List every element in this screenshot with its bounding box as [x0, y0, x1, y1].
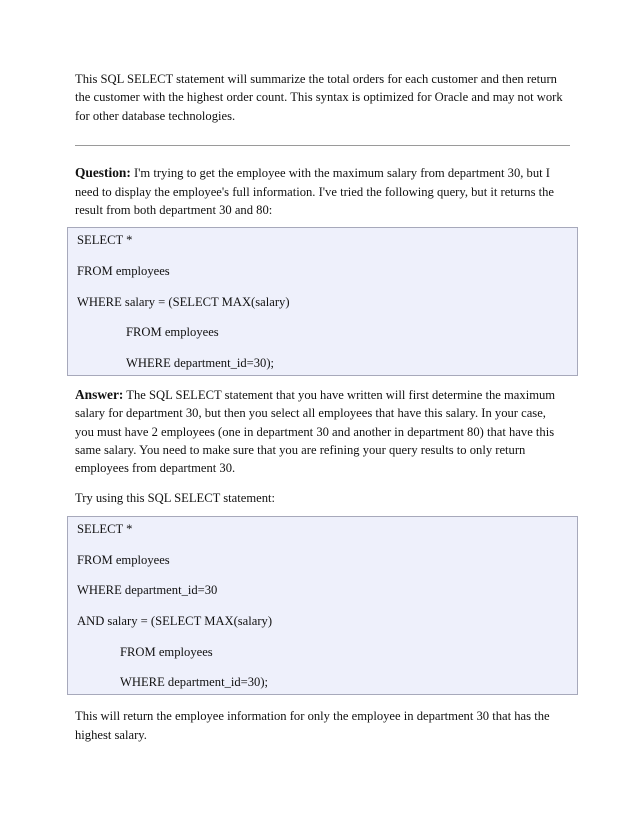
- answer-line: you must have 2 employees (one in department 30 and another in department 80) that have this: [75, 424, 555, 439]
- code-line: WHERE department_id=30: [77, 583, 218, 598]
- code-line: FROM employees: [77, 552, 170, 567]
- code-line: FROM employees: [120, 644, 213, 659]
- question-paragraph: [75, 164, 570, 219]
- question-line: result from both department 30 and 80:: [75, 203, 273, 218]
- answer-paragraph: [75, 386, 570, 478]
- code-line: SELECT *: [77, 522, 133, 537]
- code-line: SELECT *: [77, 233, 133, 248]
- code-block-question: [67, 227, 578, 375]
- closing-line: highest salary.: [75, 727, 147, 742]
- intro-line: the customer with the highest order count. This syntax is optimized for Oracle and may not work: [75, 90, 563, 105]
- code-line: FROM employees: [126, 325, 219, 340]
- code-line: AND salary = (SELECT MAX(salary): [77, 614, 273, 629]
- code-line: FROM employees: [77, 264, 170, 279]
- code-block-answer: [67, 516, 578, 695]
- try-statement-text: Try using this SQL SELECT statement:: [75, 490, 275, 505]
- intro-line: This SQL SELECT statement will summarize the total orders for each customer and then return: [75, 72, 557, 86]
- intro-paragraph: [75, 70, 570, 125]
- document-page: [75, 70, 570, 744]
- question-line: need to display the employee's full information. I've tried the following query, but it returns the: [75, 184, 555, 199]
- question-line: I'm trying to get the employee with the maximum salary from department 30, but I: [130, 166, 550, 181]
- code-line: WHERE department_id=30);: [126, 355, 275, 370]
- answer-line: employees from department 30.: [75, 461, 236, 476]
- answer-label: Answer:: [75, 386, 124, 402]
- intro-line: for other database technologies.: [75, 108, 236, 123]
- answer-line: same salary. You need to make sure that you are refining your query results to only return: [75, 443, 526, 458]
- section-divider: [75, 145, 570, 146]
- closing-paragraph: [75, 707, 570, 744]
- answer-line: salary for department 30, but then you select all employees that have this salary. In your case,: [75, 406, 546, 421]
- closing-line: This will return the employee information for only the employee in department 30 that has the: [75, 709, 550, 724]
- code-line: WHERE salary = (SELECT MAX(salary): [77, 294, 290, 309]
- question-label: Question:: [75, 165, 131, 181]
- answer-line: The SQL SELECT statement that you have written will first determine the maximum: [123, 387, 556, 402]
- code-line: WHERE department_id=30);: [120, 675, 269, 690]
